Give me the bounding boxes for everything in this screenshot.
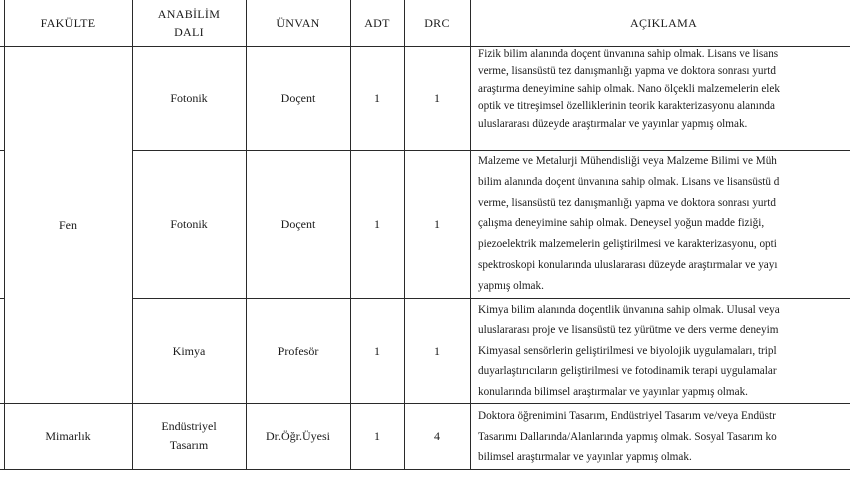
- anabilim-text: Tasarım: [169, 438, 209, 452]
- unvan-text: Doçent: [280, 91, 316, 105]
- table-row-aciklama: [478, 300, 850, 402]
- table-row-anabilim: [132, 150, 246, 298]
- fakulte-text: Fen: [59, 217, 77, 232]
- unvan-text: Profesör: [277, 343, 319, 358]
- header-aciklama: [470, 0, 850, 46]
- aciklama-line: yapmış olmak.: [478, 279, 544, 292]
- table-row-drc: [404, 46, 470, 150]
- table-row-drc: [404, 403, 470, 469]
- unvan-text: Dr.Öğr.Üyesi: [266, 429, 330, 443]
- header-fakulte-text: FAKÜLTE: [40, 16, 96, 30]
- aciklama-line: bilim alanında doçent ünvanına sahip olmak. Lisans ve lisansüstü d: [478, 175, 780, 188]
- table-row-anabilim: [132, 403, 246, 469]
- fakulte-cell-mimarlik: [4, 403, 132, 469]
- aciklama-line: uluslararası düzeyde araştırmalar ve yayınlar yapmış olmak.: [478, 117, 748, 130]
- drc-text: 4: [434, 429, 440, 443]
- header-adt: [350, 0, 404, 46]
- header-unvan-text: ÜNVAN: [276, 16, 320, 30]
- fakulte-text: Mimarlık: [45, 429, 91, 443]
- table-row-unvan: [246, 403, 350, 469]
- header-anabilim-dali: [132, 0, 246, 46]
- table-row-adt: [350, 403, 404, 469]
- aciklama-line: verme, lisansüstü tez danışmanlığı yapma ve doktora sonrası yurtd: [478, 65, 776, 78]
- aciklama-line: bilimsel araştırmalar ve yayınlar yapmış olmak.: [478, 451, 692, 463]
- aciklama-line: konularında bilimsel araştırmalar ve yayınlar yapmış olmak.: [478, 385, 748, 398]
- header-anabilim-text: ANABİLİM: [157, 7, 221, 21]
- table-row-anabilim: [132, 298, 246, 403]
- table-row-unvan: [246, 298, 350, 403]
- aciklama-line: optik ve titreşimsel özelliklerinin teorik karakterizasyonu alanında: [478, 100, 775, 113]
- header-dali-text: DALI: [174, 25, 204, 39]
- drc-text: 1: [434, 91, 440, 105]
- header-unvan: [246, 0, 350, 46]
- adt-text: 1: [374, 91, 380, 105]
- aciklama-line: uluslararası proje ve lisansüstü tez yürütme ve ders verme deneyim: [478, 324, 779, 337]
- anabilim-text: Fotonik: [170, 91, 208, 105]
- table-row-drc: [404, 298, 470, 403]
- aciklama-line: piezoelektrik malzemelerin geliştirilmesi ve karakterizasyonu, opti: [478, 238, 777, 251]
- aciklama-line: Fizik bilim alanında doçent ünvanına sahip olmak. Lisans ve lisans: [478, 48, 779, 60]
- table-row-aciklama: [478, 406, 850, 468]
- column-divider: [470, 0, 471, 470]
- header-adt-text: ADT: [364, 16, 390, 30]
- table-row-adt: [350, 46, 404, 150]
- drc-text: 1: [434, 217, 440, 231]
- aciklama-line: çalışma deneyimine sahip olmak. Deneysel yoğun madde fiziği,: [478, 217, 765, 230]
- aciklama-line: Doktora öğrenimini Tasarım, Endüstriyel Tasarım ve/veya Endüstr: [478, 410, 776, 422]
- header-drc: [404, 0, 470, 46]
- aciklama-line: duyarlaştırıcıların geliştirilmesi ve fotodinamik terapi uygulamalar: [478, 365, 777, 378]
- table-row-adt: [350, 298, 404, 403]
- aciklama-line: Kimyasal sensörlerin geliştirilmesi ve biyolojik uygulamaları, tripl: [478, 344, 777, 357]
- aciklama-line: Tasarımı Dallarında/Alanlarında yapmış olmak. Sosyal Tasarım ko: [478, 430, 777, 443]
- anabilim-text: Fotonik: [170, 217, 208, 231]
- aciklama-line: verme, lisansüstü tez danışmanlığı yapma ve doktora sonrası yurtd: [478, 196, 776, 209]
- aciklama-line: araştırma deneyimine sahip olmak. Nano ölçekli malzemelerin elek: [478, 82, 780, 95]
- header-drc-text: DRC: [424, 16, 450, 30]
- aciklama-line: Kimya bilim alanında doçentlik ünvanına sahip olmak. Ulusal veya: [478, 304, 780, 316]
- aciklama-line: Malzeme ve Metalurji Mühendisliği veya Malzeme Bilimi ve Müh: [478, 155, 777, 167]
- table-row-aciklama: [478, 151, 850, 297]
- table-row-unvan: [246, 150, 350, 298]
- table-row-adt: [350, 150, 404, 298]
- adt-text: 1: [374, 217, 380, 231]
- drc-text: 1: [434, 343, 440, 358]
- table-row-drc: [404, 150, 470, 298]
- aciklama-line: spektroskopi konularında uluslararası düzeyde araştırmalar ve yayı: [478, 258, 778, 271]
- anabilim-text: Endüstriyel: [161, 419, 217, 433]
- anabilim-text: Kimya: [172, 343, 206, 358]
- table-row-aciklama: [478, 46, 850, 133]
- unvan-text: Doçent: [280, 217, 316, 231]
- header-aciklama-text: AÇIKLAMA: [630, 16, 698, 30]
- table-row-unvan: [246, 46, 350, 150]
- header-fakulte: [4, 0, 132, 46]
- row-divider: [0, 469, 850, 470]
- table-row-anabilim: [132, 46, 246, 150]
- adt-text: 1: [374, 429, 380, 443]
- fakulte-cell-fen: [4, 46, 132, 403]
- adt-text: 1: [374, 343, 380, 358]
